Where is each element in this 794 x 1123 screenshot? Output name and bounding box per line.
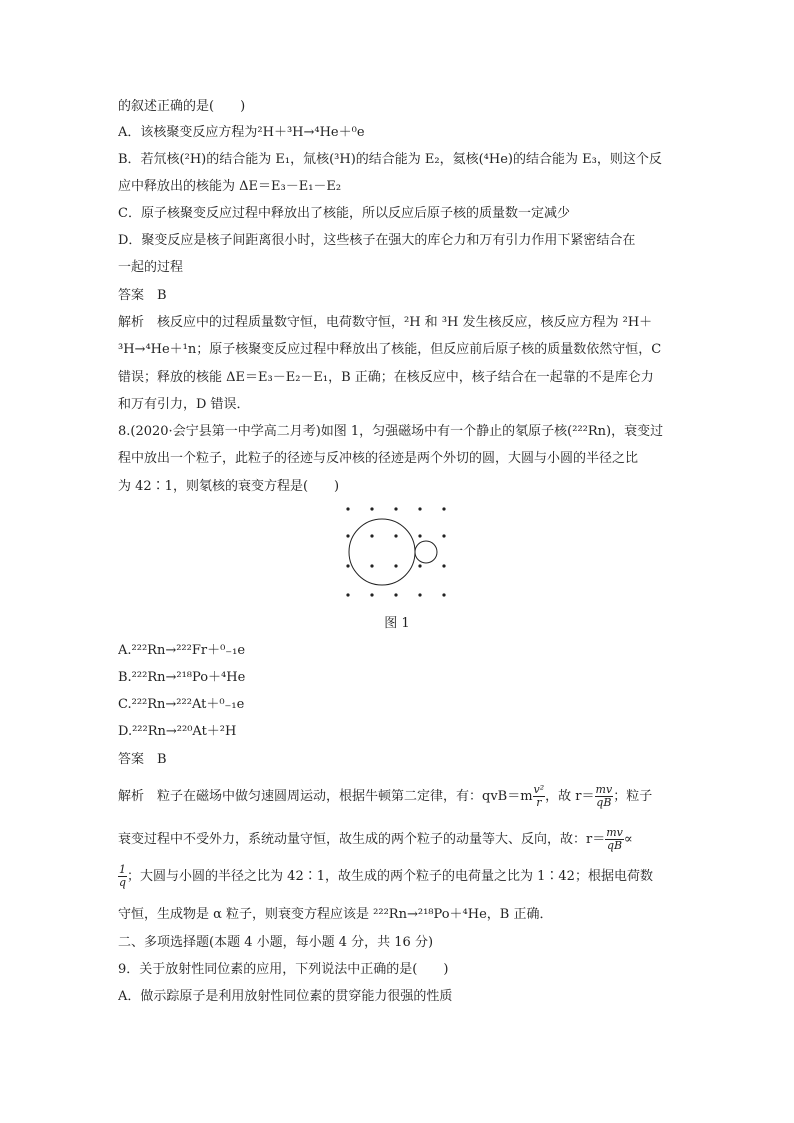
fraction-1-over-q: $\frac{1}{q}$ xyxy=(119,863,127,889)
q9-stem: 9．关于放射性同位素的应用，下列说法中正确的是( ) xyxy=(118,962,449,977)
q7-option-b-line2: 应中释放出的核能为 ΔE＝E₃－E₁－E₂ xyxy=(118,179,342,194)
figure-magnetic-field xyxy=(340,498,460,604)
field-dots xyxy=(346,507,445,596)
fraction-v2-over-r: $\frac{\text{v²}}{r}$ xyxy=(533,783,545,809)
q7-stem-end: 的叙述正确的是( ) xyxy=(118,99,246,114)
q8-answer: 答案 B xyxy=(118,752,167,767)
q7-option-a: A．该核聚变反应方程为²H＋³H→⁴He＋⁰e xyxy=(118,125,365,140)
q8-stem-line1: 8.(2020·会宁县第一中学高二月考)如图 1，匀强磁场中有一个静止的氡原子核(²²²Rn)，衰变过 xyxy=(118,424,664,439)
q7-option-a-equation: ²H＋³H→⁴He＋⁰e xyxy=(257,125,365,140)
q8-option-c: C.²²²Rn→²²²At＋⁰₋₁e xyxy=(118,697,245,712)
q8-analysis-line3: $\frac{1}{q}$ ；大圆与小圆的半径之比为 42∶1，故生成的两个粒子的电荷量之比为 1∶42；根据电荷数 xyxy=(119,863,653,889)
q8-option-a: A.²²²Rn→²²²Fr＋⁰₋₁e xyxy=(118,643,246,658)
q8-option-b: B.²²²Rn→²¹⁸Po＋⁴He xyxy=(118,670,246,685)
small-circle-track xyxy=(415,541,437,563)
q8-analysis-line1: 解析 粒子在磁场中做匀速圆周运动，根据牛顿第二定律，有：qvB＝m $\frac{\text{v²}}{r}$ ，故 r＝ $\frac{mv}{qB}$ ；粒子 xyxy=(118,783,653,809)
q8-analysis-line4: 守恒，生成物是 α 粒子，则衰变方程应该是 ²²²Rn→²¹⁸Po＋⁴He，B 正确． xyxy=(118,907,553,922)
q7-option-d-line2: 一起的过程 xyxy=(118,260,184,275)
q7-option-d-line1: D．聚变反应是核子间距离很小时，这些核子在强大的库仑力和万有引力作用下紧密结合在 xyxy=(118,233,636,248)
figure-caption: 图 1 xyxy=(384,616,410,631)
q7-analysis-line2: ³H→⁴He＋¹n；原子核聚变反应过程中释放出了核能，但反应前后原子核的质量数依然守恒，C xyxy=(118,342,662,357)
q7-analysis-line4: 和万有引力，D 错误． xyxy=(118,397,250,412)
fraction-mv-over-qb: $\frac{mv}{qB}$ xyxy=(595,783,613,809)
q7-analysis-line3: 错误；释放的核能 ΔE＝E₃－E₂－E₁，B 正确；在核反应中，核子结合在一起靠的不是库仑力 xyxy=(118,370,654,385)
q8-option-d: D.²²²Rn→²²⁰At＋²H xyxy=(118,724,237,739)
q7-option-b-line1: B．若氘核(²H)的结合能为 E₁，氚核(³H)的结合能为 E₂，氦核(⁴He)的结合能为 E₃，则这个反 xyxy=(118,152,662,167)
q8-stem-line3: 为 42∶1，则氡核的衰变方程是( ) xyxy=(118,479,340,494)
q7-option-c: C．原子核聚变反应过程中释放出了核能，所以反应后原子核的质量数一定减少 xyxy=(118,206,570,221)
q8-analysis-line2: 衰变过程中不受外力，系统动量守恒，故生成的两个粒子的动量等大、反向，故：r＝ $\frac{mv}{qB}$ ∝ xyxy=(118,826,633,852)
q7-answer: 答案 B xyxy=(118,288,167,303)
large-circle-track xyxy=(349,519,415,585)
section-heading-multiple-choice: 二、多项选择题(本题 4 小题，每小题 4 分，共 16 分) xyxy=(118,935,434,950)
q7-analysis-line1: 解析 核反应中的过程质量数守恒，电荷数守恒，²H 和 ³H 发生核反应，核反应方程为 ²H＋ xyxy=(118,315,653,330)
q9-option-a: A．做示踪原子是利用放射性同位素的贯穿能力很强的性质 xyxy=(118,989,453,1004)
q8-stem-line2: 程中放出一个粒子，此粒子的径迹与反冲核的径迹是两个外切的圆，大圆与小圆的半径之比 xyxy=(118,451,639,466)
fraction-mv-over-qb-2: $\frac{mv}{qB}$ xyxy=(606,826,623,852)
